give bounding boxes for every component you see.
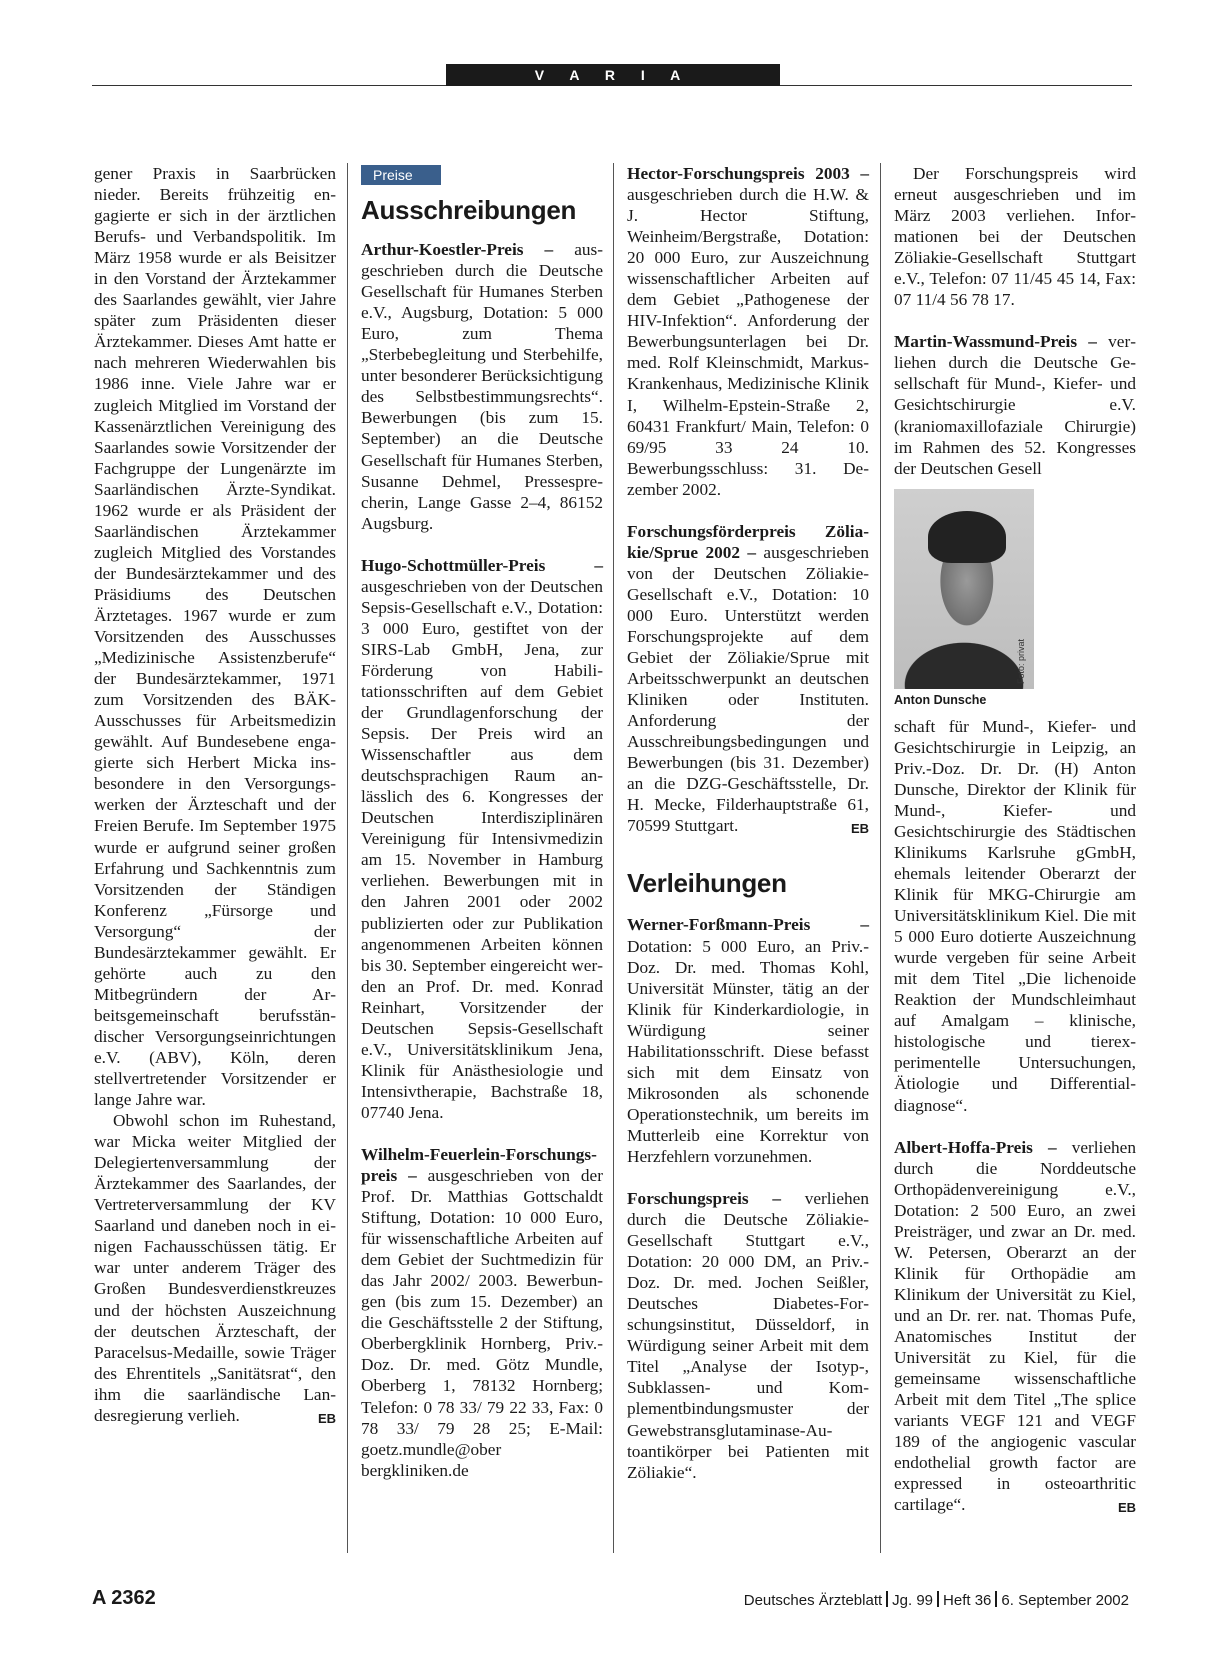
entry: Hector-Forschungspreis 2003 – ausgeschrieben durch die H.W. & J. Hector Stiftung, Weinheim/Bergstraße, Dotation: 20 000 Euro, zur Auszeichnung wissenschaftlicher Arbeiten auf dem Gebiet „Pathogenese der HIV-Infektion“. Anforderung der Bewerbungsunterlagen bei Dr. med. Rolf Kleinschmidt, Markus-Krankenhaus, Medizinische Klinik I, Wilhelm-Epstein-Straße 2, 60431 Frankfurt/ Main, Telefon: 0 69/95 33 24 10. Bewerbungsschluss: 31. Dezember 2002. (627, 164, 869, 499)
entry-title: Arthur-Koestler-Preis – (361, 240, 554, 260)
column-rule (880, 163, 881, 1553)
column-4 (894, 163, 1136, 1518)
entry-title: Martin-Wassmund-Preis – (894, 332, 1097, 352)
paragraph: Der Forschungspreis wird erneut ausgeschrieben und im März 2003 verliehen. Informationen bei der Deutschen Zöliakie-Gesellschaft Stuttgart e.V., Telefon: 07 11/45 45 14, Fax: 07 11/4 56 78 17. (894, 164, 1136, 310)
journal-date: 6. September 2002 (1001, 1592, 1129, 1609)
author-signature: EB (850, 821, 869, 837)
entry-title: Werner-Forßmann-Preis – (627, 915, 869, 935)
photo-caption: Anton Dunsche (894, 692, 987, 707)
category-badge: Preise (361, 165, 441, 185)
entry-title: Wilhelm-Feuerlein-Forschungspreis – (361, 1144, 597, 1186)
journal-volume: Jg. 99 (892, 1592, 934, 1609)
paragraph: gener Praxis in Saarbrücken nieder. Bereits frühzeitig engagierte er sich in der ärztlichen Berufs- und Verbandspolitik. Im März 1958 wurde er als Beisitzer in den Vorstand der Ärztekammer des Saarlandes gewählt, vier Jahre später zum Präsidenten dieser Ärztekammer. Dieses Amt hatte er nach mehreren Wiederwahlen bis 1986 inne. Viele Jahre war er zugleich Mitglied im Vorstand der Kassenärztlichen Vereinigung des Saarlandes sowie Vorsitzender der Fachgruppe der Lungenärzte im Saarländischen Ärzte-Syndikat. 1962 wurde er als Präsident der Saarländischen Ärztekammer zugleich Mitglied des Vorstandes der Bundesärztekammer und des Präsidiums des Deutschen Ärztetages. 1967 wurde er zum Vorsitzenden des Ausschusses „Medizinische Assistenzberufe“ der Bundesärztekammer, 1971 zum Vorsitzenden des BÄK-Ausschusses für Arbeitsmedizin gewählt. Auf Bundesebene engagierte sich Herbert Micka insbesondere in den Versorgungswerken der Ärzteschaft und der Freien Berufe. Im September 1975 wurde er aufgrund seiner großen Erfahrung und Sachkenntnis zum Vorsitzenden der Ständigen Konferenz „Fürsorge und Versorgung“ der Bundesärztekammer gewählt. Er gehörte auch zu den Mitbegründern der Arbeitsgemeinschaft berufsständischer Versorgungseinrichtungen e.V. (ABV), Köln, deren stellvertretender Vorsitzender er lange Jahre war. (94, 164, 336, 1110)
entry: Martin-Wassmund-Preis – verliehen durch die Deutsche Gesellschaft für Mund-, Kiefer- und Gesichtschirurgie e.V. (kraniomaxillofaziale Chirurgie) im Rahmen des 52. Kongresses der Deutschen Gesell (894, 332, 1136, 478)
section-heading: Ausschreibungen (361, 195, 577, 226)
portrait-photo (894, 489, 1034, 689)
paragraph: Obwohl schon im Ruhestand, war Micka weiter Mitglied der Delegiertenversammlung der Ärztekammer des Saarlandes, der Vertreterversammlung der KV Saarland und daneben noch in einigen Fachausschüssen tätig. Er war unter anderem Träger des Großen Bundesverdienstkreuzes und der höchsten Auszeichnung der deutschen Ärzteschaft, der Paracelsus-Medaille, sowie Träger des Ehrentitels „Sanitätsrat“, den ihm die saarländische Landesregierung verlieh. EB (94, 1110, 336, 1426)
section-heading: Verleihungen (627, 868, 787, 899)
entry-title: Hector-Forschungspreis 2003 – (627, 164, 869, 183)
entry-title: Albert-Hoffa-Preis – (894, 1137, 1057, 1157)
entry: Hugo-Schottmüller-Preis – ausgeschrieben von der Deutschen Sepsis-Gesellschaft e.V., Dotation: 3 000 Euro, gestiftet von der SIRS-Lab GmbH, Jena, zur Förderung von Habilitationsschriften auf dem Gebiet der Grundlagenforschung der Sepsis. Der Preis wird an Wissenschaftler aus dem deutschsprachigen Raum anlässlich des 6. Kongresses der Deutschen Interdisziplinären Vereinigung für Intensivmedizin am 15. November in Hamburg verliehen. Bewerbungen mit in den Jahren 2001 oder 2002 publizierten oder zur Publikation angenommenen Arbeiten können bis 30. September eingereicht werden an Prof. Dr. med. Konrad Reinhart, Vorsitzender der Deutschen Sepsis-Gesellschaft e.V., Universitätsklinikum Jena, Klinik für Anästhesiologie und Intensivtherapie, Bachstraße 18, 07740 Jena. (361, 555, 603, 1122)
separator (995, 1591, 997, 1607)
journal-name: Deutsches Ärzteblatt (743, 1592, 883, 1609)
entry: Forschungsförderpreis Zöliakie/Sprue 2002 – ausgeschrieben von der Deutschen Zöliakie-Gesellschaft e.V., Dotation: 10 000 Euro. Unterstützt werden Forschungsprojekte auf dem Gebiet der Zöliakie/Sprue mit Arbeitsschwerpunkt an deutschen Kliniken oder Instituten. Anforderung der Ausschreibungsbedingungen und Bewerbungen (bis 31. Dezember) an die DZG-Geschäftsstelle, Dr. H. Mecke, Filderhauptstraße 61, 70599 Stuttgart. EB (627, 521, 869, 837)
entry: Werner-Forßmann-Preis – Dotation: 5 000 Euro, an Priv.-Doz. Dr. med. Thomas Kohl, Universität Münster, tätig an der Klinik für Kinderkardiologie, in Würdigung seiner Habilitationsschrift. Diese befasst sich mit dem Einsatz von Mikrosonden als schonende Operationstechnik, um bereits im Mutterleib eine Korrektur von Herzfehlern vorzunehmen. (627, 915, 869, 1166)
author-signature: EB (1117, 1500, 1136, 1516)
section-label: V A R I A (446, 64, 780, 86)
entry: Albert-Hoffa-Preis – verliehen durch die Norddeutsche Orthopädenvereinigung e.V., Dotation: 2 500 Euro, an zwei Preisträger, und zwar an Dr. med. W. Petersen, Oberarzt an der Klinik für Orthopädie am Klinikum der Universität zu Kiel, und an Dr. rer. nat. Thomas Pufe, Anatomisches Institut der Universität zu Kiel, für die gemeinsame wissenschaftliche Arbeit mit dem Titel „The splice variants VEGF 121 and VEGF 189 of the angiogenic vascular endothelial growth factor are expressed in osteoarthritic cartilage“. EB (894, 1137, 1136, 1516)
entry: Forschungspreis – verliehen durch die Deutsche Zöliakie-Gesellschaft Stuttgart e.V., Dotation: 20 000 DM, an Priv.-Doz. Dr. med. Jochen Seißler, Deutsches Diabetes-Forschungsinstitut, Düsseldorf, in Würdigung seiner Arbeit mit dem Titel „Analyse der Isotyp-, Subklassen- und Komplementbindungsmuster der Gewebstransglutaminase-Autoantikörper bei Patienten mit Zöliakie“. (627, 1189, 869, 1482)
page-number: A 2362 (92, 1587, 156, 1609)
journal-issue: Heft 36 (943, 1592, 992, 1609)
column-rule (613, 163, 614, 1553)
photo-credit: Foto: privat (1015, 638, 1026, 684)
portrait-hair (928, 511, 1006, 563)
entry: Wilhelm-Feuerlein-Forschungspreis – ausgeschrieben von der Prof. Dr. Matthias Gottschaldt Stiftung, Dotation: 10 000 Euro, für wissenschaftliche Arbeiten auf dem Gebiet der Suchtmedizin für das Jahr 2002/ 2003. Bewerbungen (bis zum 15. Dezember) an die Geschäftsstelle 2 der Stiftung, Oberbergklinik Hornberg, Priv.-Doz. Dr. med. Götz Mundle, Oberberg 1, 78132 Hornberg; Telefon: 0 78 33/ 79 22 33, Fax: 0 78 33/ 79 28 25; E-Mail: goetz.mundle@ober bergkliniken.de (361, 1144, 603, 1480)
separator (937, 1591, 939, 1607)
author-signature: EB (317, 1410, 336, 1426)
separator (886, 1591, 888, 1607)
column-rule (347, 163, 348, 1553)
paragraph: schaft für Mund-, Kiefer- und Gesichtschirurgie in Leipzig, an Priv.-Doz. Dr. Dr. (H) Anton Dunsche, Direktor der Klinik für Mund-, Kiefer- und Gesichtschirurgie des Städtischen Klinikums Karlsruhe gGmbH, ehemals leitender Oberarzt der Klinik für MKG-Chirurgie am Universitätsklinikum Kiel. Die mit 5 000 Euro dotierte Auszeichnung wurde vergeben für seine Arbeit mit dem Titel „Die lichenoide Reaktion der Mundschleimhaut auf Amalgam – klinische, histologische und tierexperimentelle Untersuchungen, Ätiologie und Differentialdiagnose“. (894, 716, 1136, 1115)
journal-info (744, 1591, 1129, 1609)
entry-title: Hugo-Schottmüller-Preis – (361, 555, 603, 575)
entry: Arthur-Koestler-Preis – ausgeschrieben durch die Deutsche Gesellschaft für Humanes Sterben e.V., Augsburg, Dotation: 5 000 Euro, zum Thema „Sterbebegleitung und Sterbehilfe, unter besonderer Berücksichtigung des Selbstbestimmungsrechts“. Bewerbungen (bis zum 15. September) an die Deutsche Gesellschaft für Humanes Sterben, Susanne Dehmel, Pressesprecherin, Lange Gasse 2–4, 86152 Augsburg. (361, 240, 603, 533)
column-2 (361, 163, 603, 1481)
entry-title: Forschungsförderpreis Zöliakie/Sprue 2002 – (627, 521, 869, 562)
entry-title: Forschungspreis – (627, 1189, 781, 1209)
column-3 (627, 163, 869, 1483)
column-1 (94, 163, 336, 1429)
